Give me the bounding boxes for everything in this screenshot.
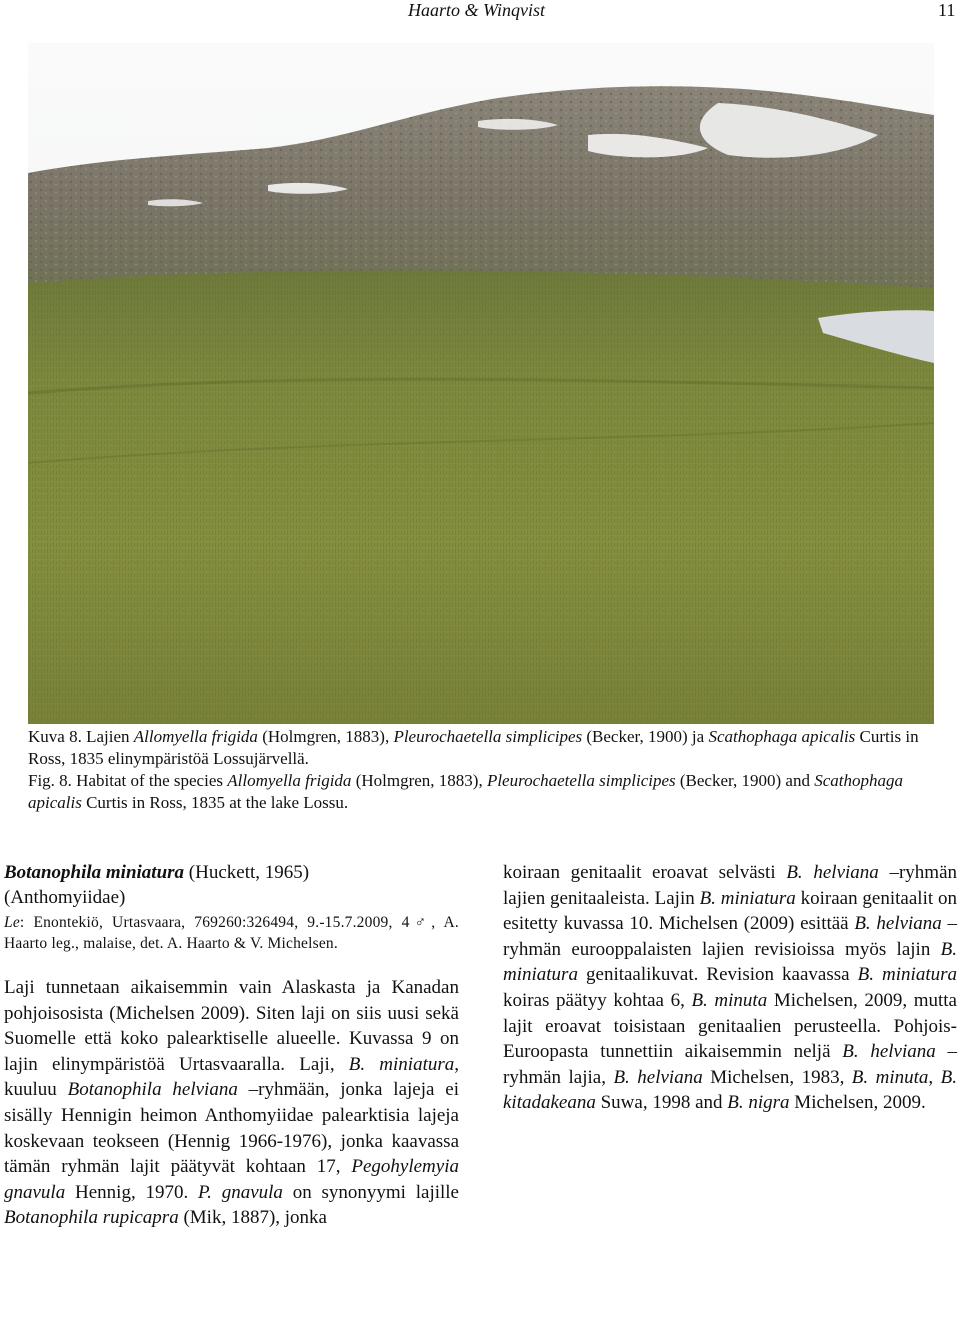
species-name: Scathophaga apicalis (708, 727, 856, 746)
body-text: (Mik, 1887), jonka (178, 1207, 327, 1229)
caption-text: Kuva 8. Lajien (28, 727, 134, 746)
caption-text: Fig. 8. Habitat of the species (28, 771, 228, 790)
left-column (4, 860, 459, 1231)
species-name: Pleurochaetella simplicipes (486, 771, 676, 790)
species-family: (Anthomyiidae) (4, 887, 126, 908)
species-name: Pegohylemyia gnavula (4, 1156, 459, 1203)
species-name: B. minuta (691, 989, 768, 1011)
body-text: koiras päätyy kohtaa 6, (503, 989, 692, 1011)
species-name: Scathophaga apicalis (28, 771, 903, 812)
caption-text: (Holmgren, 1883), (257, 727, 394, 746)
page-number: 11 (938, 0, 956, 20)
figure-caption-finnish (28, 726, 932, 770)
caption-text: (Becker, 1900) ja (582, 727, 709, 746)
species-heading-author: (Huckett, 1965) (184, 862, 310, 883)
species-name: B. miniatura (503, 938, 957, 986)
species-name: B. miniatura (857, 964, 957, 986)
body-text: on synonyymi lajille (282, 1181, 459, 1203)
body-text: Michelsen, 2009. (789, 1092, 926, 1114)
species-name: Allomyella frigida (133, 727, 258, 746)
species-name: Pleurochaetella simplicipes (393, 727, 583, 746)
body-text: Michelsen, 2009, mutta lajit eroavat toisistaan genitaalien perusteella. Pohjois-Euroopasta tunnettiin aikaisemmin neljä (503, 989, 957, 1063)
body-text: , kuuluu (4, 1053, 459, 1101)
body-paragraph-right (503, 860, 957, 1116)
body-text: Hennig, 1970. (65, 1181, 199, 1203)
locality-record (4, 912, 459, 954)
body-text: –ryhmään, jonka lajeja ei sisälly Hennigin heimon Anthomyiidae palearktisia lajeja koskevaan teokseen (Hennig 1966-1976), jonka kaavassa tämän ryhmän lajit päätyvät kohtaan 17, (4, 1079, 459, 1178)
body-text: –ryhmän lajia, (503, 1041, 957, 1088)
caption-text: Curtis in Ross, 1835 elinympäristöä Lossujärvellä. (28, 727, 919, 768)
running-header (0, 0, 960, 26)
body-text: Laji tunnetaan aikaisemmin vain Alaskasta ja Kanadan pohjoisosista (Michelsen 2009). Siten laji on siis uusi sekä Suomelle että koko palearktiselle alueelle. Kuvassa 9 on lajin elinympäristöä Urtasvaaralla. Laji, (4, 977, 459, 1075)
species-name: B. miniatura (699, 887, 796, 909)
body-text: koiraan genitaalit on esitetty kuvassa 10. Michelsen (2009) esittää (503, 887, 957, 935)
figure-caption-english (28, 770, 932, 814)
body-text: –ryhmän lajien genitaaleista. Lajin (503, 862, 958, 909)
body-text: koiraan genitaalit eroavat selvästi (503, 862, 787, 883)
species-name: B. helviana (786, 862, 879, 883)
locality-text: : Enontekiö, Urtasvaara, 769260:326494, 9.-15.7.2009, 4♂, A. Haarto leg., malaise, det. A. Haarto & V. Michelsen. (4, 914, 459, 952)
caption-text: (Becker, 1900) and (675, 771, 815, 790)
species-name: B. minuta (851, 1066, 929, 1088)
species-name: Allomyella frigida (227, 771, 352, 790)
species-name: B. nigra (727, 1092, 790, 1114)
species-name: B. miniatura (348, 1053, 455, 1075)
locality-label: Le (4, 914, 20, 931)
species-name: Botanophila rupicapra (4, 1207, 179, 1229)
species-name: B. helviana (842, 1041, 936, 1063)
body-text: , (928, 1066, 941, 1088)
species-name: B. helviana (613, 1066, 703, 1088)
right-column (503, 860, 957, 1116)
body-paragraph-left (4, 975, 459, 1231)
species-name: B. kitadakeana (503, 1066, 958, 1114)
species-name: Botanophila helviana (67, 1079, 238, 1101)
body-text: genitaalikuvat. Revision kaavassa (577, 964, 858, 986)
species-name: P. gnavula (198, 1181, 283, 1203)
body-text: –ryhmän eurooppalaisten lajien revisioissa myös lajin (503, 913, 958, 960)
body-text: Suwa, 1998 and (595, 1092, 728, 1114)
caption-text: (Holmgren, 1883), (351, 771, 487, 790)
tundra-photo-icon (28, 43, 934, 724)
species-heading-name: Botanophila miniatura (4, 862, 185, 883)
species-heading (4, 860, 459, 885)
caption-text: Curtis in Ross, 1835 at the lake Lossu. (81, 793, 349, 812)
header-authors: Haarto & Winqvist (408, 0, 546, 20)
species-name: B. helviana (854, 913, 942, 935)
habitat-photo (28, 43, 934, 724)
body-text: Michelsen, 1983, (702, 1066, 852, 1088)
